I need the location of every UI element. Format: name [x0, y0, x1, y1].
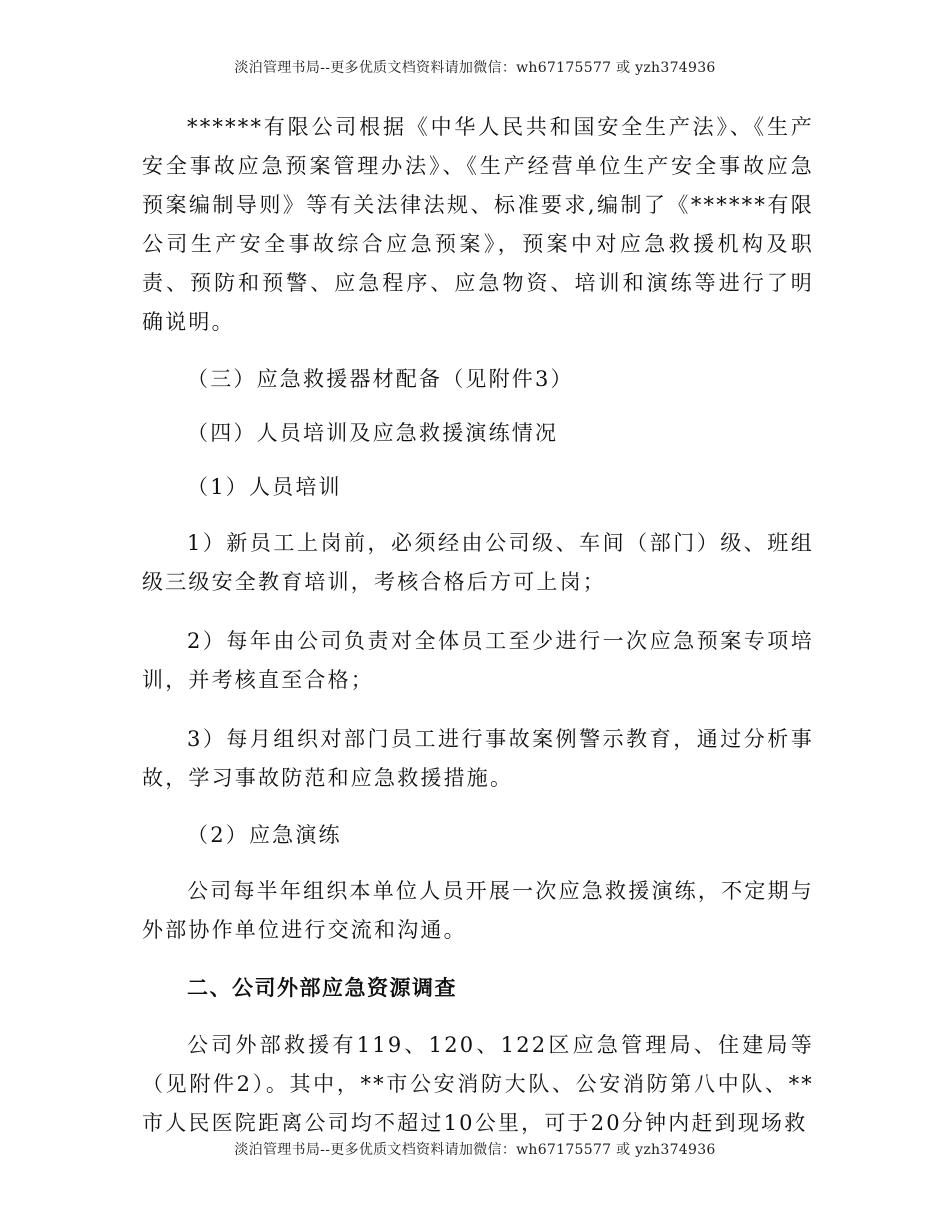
document-body [142, 108, 814, 1163]
paragraph-emergency-plan: ******有限公司根据《中华人民共和国安全生产法》、《生产安全事故应急预案管理办法》、《生产经营单位生产安全事故应急预案编制导则》等有关法律法规、标准要求,编制了《******有限公司生产安全事故综合应急预案》，预案中对应急救援机构及职责、预防和预警、应急程序、应急物资、培训和演练等进行了明确说明。 [142, 115, 814, 334]
item-emergency-drill: （2）应急演练 [187, 823, 342, 847]
training-point-3: 3）每月组织对部门员工进行事故案例警示教育，通过分析事故，学习事故防范和应急救援措施。 [142, 727, 814, 790]
section-heading-external-resources: 二、公司外部应急资源调查 [187, 975, 457, 1000]
training-point-1: 1）新员工上岗前，必须经由公司级、车间（部门）级、班组级三级安全教育培训，考核合格后方可上岗； [142, 531, 814, 594]
subsection-equipment: （三）应急救援器材配备（见附件3） [187, 367, 574, 391]
paragraph-drill-frequency: 公司每半年组织本单位人员开展一次应急救援演练，不定期与外部协作单位进行交流和沟通。 [142, 879, 814, 942]
training-point-2: 2）每年由公司负责对全体员工至少进行一次应急预案专项培训，并考核直至合格； [142, 629, 814, 692]
page-footer-watermark: 淡泊管理书局--更多优质文档资料请加微信：wh67175577 或 yzh374936 [234, 1142, 716, 1158]
subsection-training-drills: （四）人员培训及应急救援演练情况 [187, 421, 559, 445]
item-personnel-training: （1）人员培训 [187, 475, 342, 499]
paragraph-external-rescue: 公司外部救援有119、120、122区应急管理局、住建局等（见附件2）。其中，**市公安消防大队、公安消防第八中队、**市人民医院距离公司均不超过10公里，可于20分钟内赶到现场救 [142, 1033, 814, 1135]
page-header-watermark: 淡泊管理书局--更多优质文档资料请加微信：wh67175577 或 yzh374936 [234, 60, 716, 76]
